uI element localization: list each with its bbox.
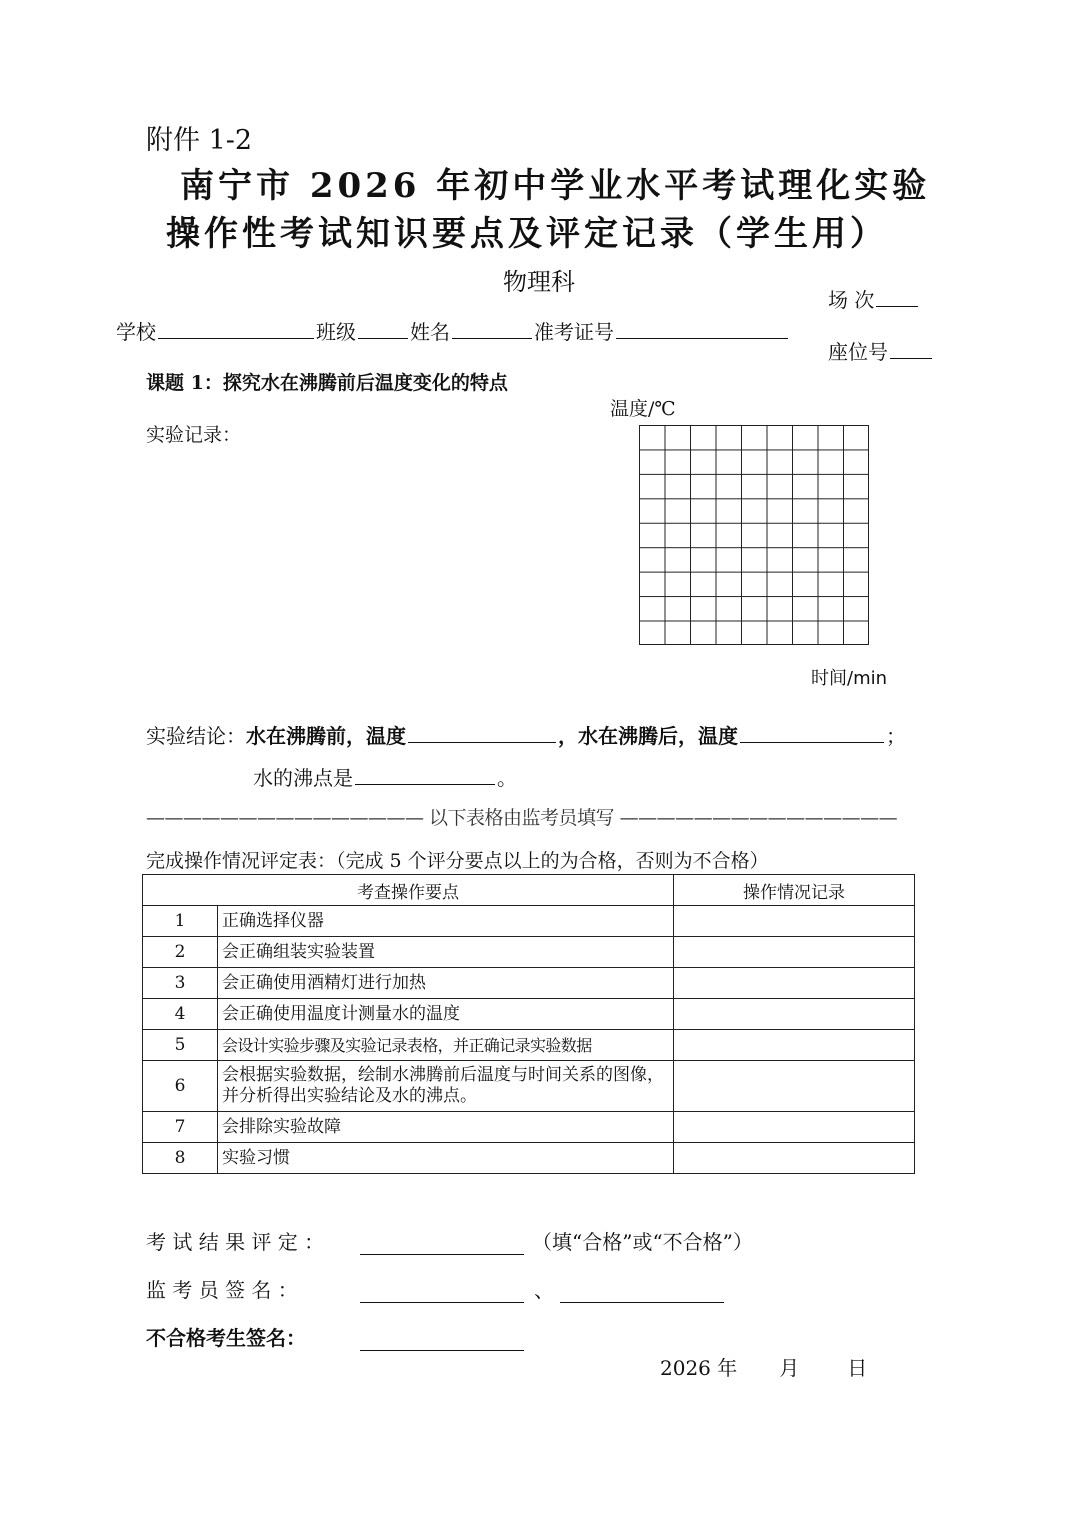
row-item: 会正确使用酒精灯进行加热 xyxy=(218,968,674,999)
row-item: 正确选择仪器 xyxy=(218,906,674,937)
school-label: 学校 xyxy=(116,320,156,344)
row-item: 会设计实验步骤及实验记录表格，并正确记录实验数据 xyxy=(218,1030,674,1061)
before-boiling-input[interactable] xyxy=(408,724,556,743)
graph-grid[interactable] xyxy=(639,425,869,645)
record-cell[interactable] xyxy=(674,937,915,968)
result-hint: （填“合格”或“不合格”） xyxy=(532,1230,753,1254)
record-cell[interactable] xyxy=(674,1030,915,1061)
table-row xyxy=(143,937,915,968)
table-row xyxy=(143,1143,915,1174)
row-number: 8 xyxy=(143,1143,218,1174)
divider-text: ——————————————— 以下表格由监考员填写 ——————————————— xyxy=(146,807,898,829)
table-row xyxy=(143,968,915,999)
date-month: 月 xyxy=(779,1356,800,1380)
table-row xyxy=(143,1030,915,1061)
record-cell[interactable] xyxy=(674,906,915,937)
evaluation-table xyxy=(142,874,915,1174)
topic-title: 课题 1：探究水在沸腾前后温度变化的特点 xyxy=(146,372,508,394)
date-day: 日 xyxy=(847,1356,868,1380)
row-item: 会正确使用温度计测量水的温度 xyxy=(218,999,674,1030)
date-year: 2026 年 xyxy=(660,1356,738,1380)
fail-row xyxy=(146,1322,524,1351)
proctor-row xyxy=(146,1274,724,1303)
signature-separator: 、 xyxy=(534,1278,554,1302)
table-caption: 完成操作情况评定表：（完成 5 个评分要点以上的为合格，否则为不合格） xyxy=(146,850,769,872)
table-row xyxy=(143,999,915,1030)
conclusion-after: ，水在沸腾后，温度 xyxy=(558,724,738,748)
result-label: 考 试 结 果 评 定 ： xyxy=(146,1230,325,1254)
student-info-row xyxy=(116,316,790,345)
conclusion-semicolon: ； xyxy=(886,724,906,748)
table-row xyxy=(143,1061,915,1112)
seat-label: 座位号 xyxy=(828,340,888,364)
row-number: 4 xyxy=(143,999,218,1030)
boiling-point-input[interactable] xyxy=(355,766,495,785)
header-points: 考查操作要点 xyxy=(143,875,674,906)
row-item: 实验习惯 xyxy=(218,1143,674,1174)
record-cell[interactable] xyxy=(674,999,915,1030)
row-number: 1 xyxy=(143,906,218,937)
after-boiling-input[interactable] xyxy=(740,724,884,743)
session-field[interactable] xyxy=(828,284,920,313)
result-input[interactable] xyxy=(360,1232,524,1255)
table-row xyxy=(143,1112,915,1143)
class-input[interactable] xyxy=(358,320,408,339)
record-cell[interactable] xyxy=(674,1143,915,1174)
school-input[interactable] xyxy=(158,320,314,339)
exam-no-label: 准考证号 xyxy=(534,320,614,344)
conclusion-line-2 xyxy=(253,762,517,791)
row-number: 6 xyxy=(143,1061,218,1112)
fail-label: 不合格考生签名： xyxy=(146,1326,306,1350)
graph-y-label: 温度/℃ xyxy=(610,398,676,420)
graph-x-label: 时间/min xyxy=(811,668,888,689)
row-number: 5 xyxy=(143,1030,218,1061)
boiling-point-label: 水的沸点是 xyxy=(253,766,353,790)
record-label: 实验记录： xyxy=(146,424,242,446)
conclusion-period: 。 xyxy=(497,766,517,790)
proctor-label: 监 考 员 签 名 ： xyxy=(146,1278,298,1302)
proctor-signature-2[interactable] xyxy=(560,1280,724,1303)
table-header-row xyxy=(143,875,915,906)
seat-field[interactable] xyxy=(828,336,934,365)
name-input[interactable] xyxy=(452,320,532,339)
name-label: 姓名 xyxy=(410,320,450,344)
record-cell[interactable] xyxy=(674,1112,915,1143)
class-label: 班级 xyxy=(316,320,356,344)
subject-title: 物理科 xyxy=(503,268,575,296)
row-number: 2 xyxy=(143,937,218,968)
session-label: 场 次 xyxy=(828,288,875,312)
row-number: 3 xyxy=(143,968,218,999)
exam-no-input[interactable] xyxy=(616,320,788,339)
conclusion-before: 水在沸腾前，温度 xyxy=(246,724,406,748)
attachment-label: 附件 1-2 xyxy=(146,125,253,156)
record-cell[interactable] xyxy=(674,1061,915,1112)
table-row xyxy=(143,906,915,937)
result-row xyxy=(146,1226,753,1255)
row-item: 会根据实验数据，绘制水沸腾前后温度与时间关系的图像，并分析得出实验结论及水的沸点。 xyxy=(218,1061,674,1112)
row-number: 7 xyxy=(143,1112,218,1143)
title-line-2: 操作性考试知识要点及评定记录（学生用） xyxy=(166,214,888,254)
proctor-signature-1[interactable] xyxy=(360,1280,524,1303)
date-row xyxy=(660,1352,867,1381)
title-line-1: 南宁市 2026 年初中学业水平考试理化实验 xyxy=(180,166,931,206)
record-cell[interactable] xyxy=(674,968,915,999)
row-item: 会正确组装实验装置 xyxy=(218,937,674,968)
fail-signature[interactable] xyxy=(360,1328,524,1351)
conclusion-label: 实验结论： xyxy=(146,724,246,748)
row-item: 会排除实验故障 xyxy=(218,1112,674,1143)
conclusion-line-1 xyxy=(146,720,906,749)
header-record: 操作情况记录 xyxy=(674,875,915,906)
